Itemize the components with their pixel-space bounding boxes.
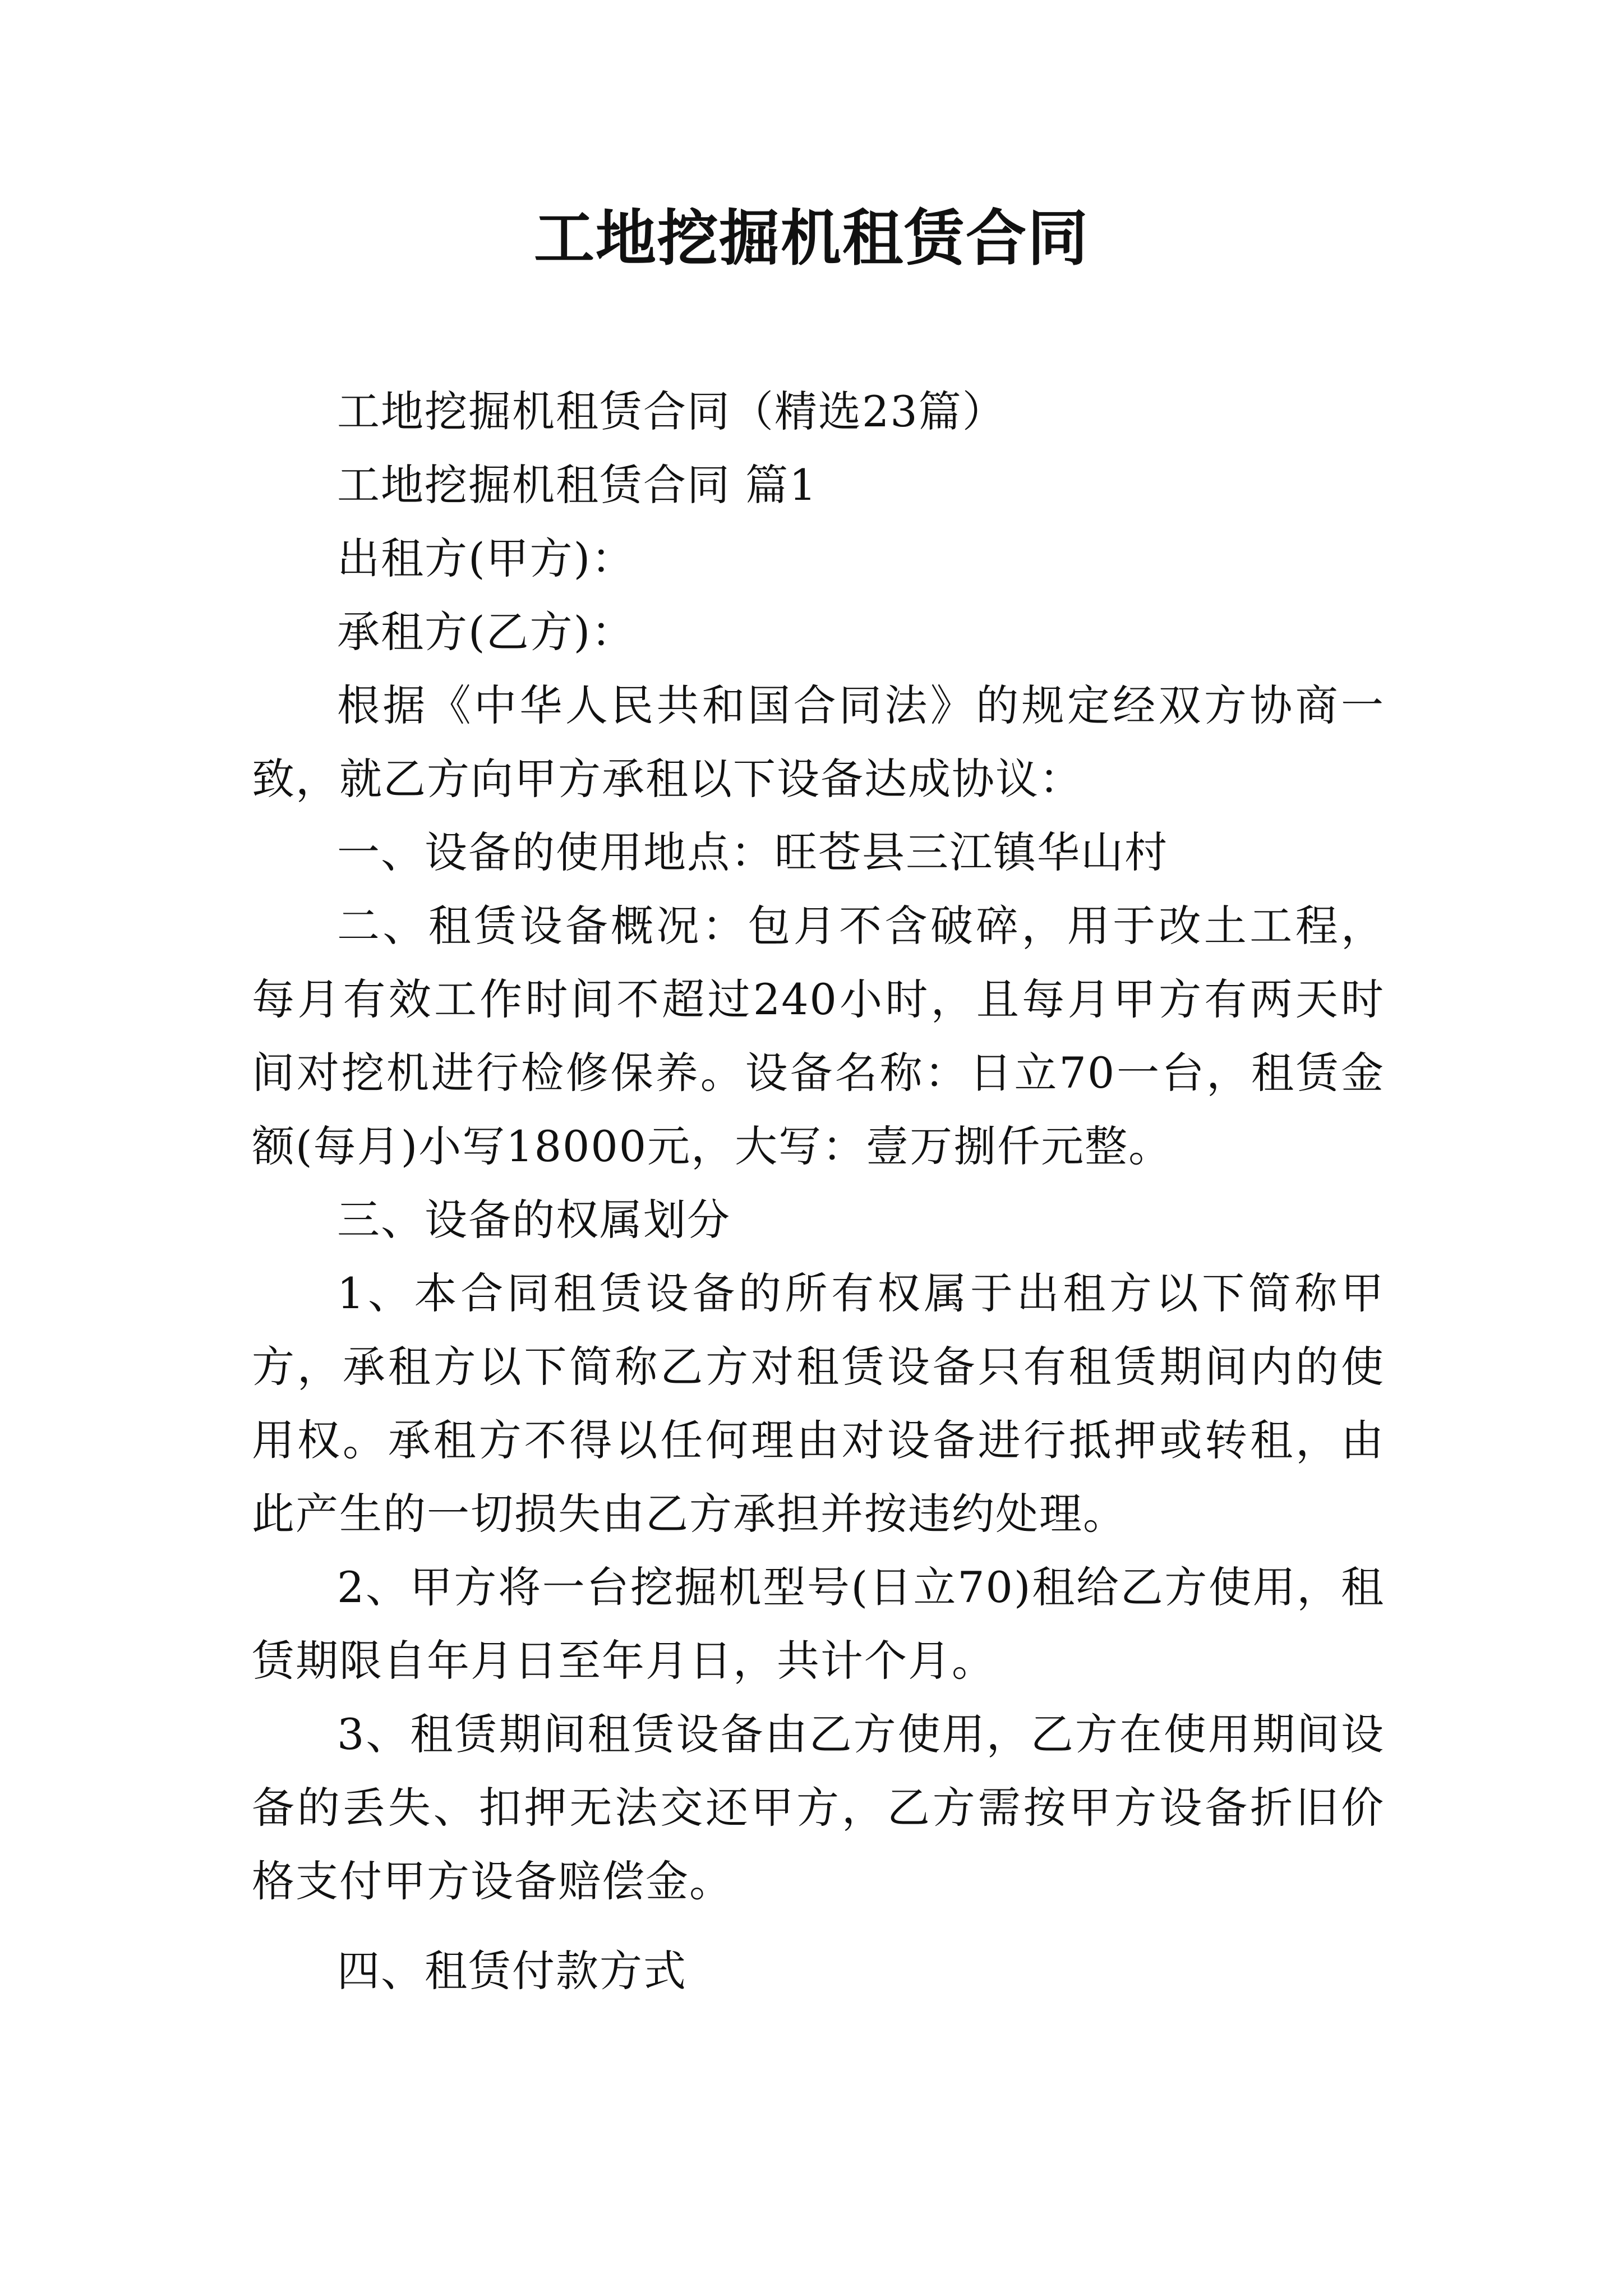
clause-3-item-2: 2、甲方将一台挖掘机型号(日立70)租给乙方使用，租赁期限自年月日至年月日，共计个月。 <box>252 1562 1385 1686</box>
lessee-line: 承租方(乙方)： <box>337 607 635 657</box>
document-title: 工地挖掘机租赁合同 <box>533 203 1089 274</box>
lessor-line: 出租方(甲方)： <box>337 533 635 583</box>
clause-1-location: 一、设备的使用地点：旺苍县三江镇华山村 <box>337 827 1168 877</box>
clause-3-heading: 三、设备的权属划分 <box>337 1195 731 1245</box>
clause-3-item-3: 3、租赁期间租赁设备由乙方使用，乙方在使用期间设备的丢失、扣押无法交还甲方，乙方需按甲方设备折旧价格支付甲方设备赔偿金。 <box>252 1709 1385 1906</box>
collection-heading: 工地挖掘机租赁合同（精选23篇） <box>337 386 1006 436</box>
document-body <box>252 375 1385 2008</box>
clause-4-heading: 四、租赁付款方式 <box>337 1946 687 1996</box>
article-heading: 工地挖掘机租赁合同 篇1 <box>337 460 818 510</box>
preamble-paragraph: 根据《中华人民共和国合同法》的规定经双方协商一致，就乙方向甲方承租以下设备达成协议： <box>252 680 1385 804</box>
clause-3-item-1: 1、本合同租赁设备的所有权属于出租方以下简称甲方，承租方以下简称乙方对租赁设备只有租赁期间内的使用权。承租方不得以任何理由对设备进行抵押或转租，由此产生的一切损失由乙方承担并按违约处理。 <box>252 1268 1385 1539</box>
clause-2-equipment: 二、租赁设备概况：包月不含破碎，用于改土工程，每月有效工作时间不超过240小时，且每月甲方有两天时间对挖机进行检修保养。设备名称：日立70一台，租赁金额(每月)小写18000元，大写：壹万捌仟元整。 <box>252 901 1385 1171</box>
